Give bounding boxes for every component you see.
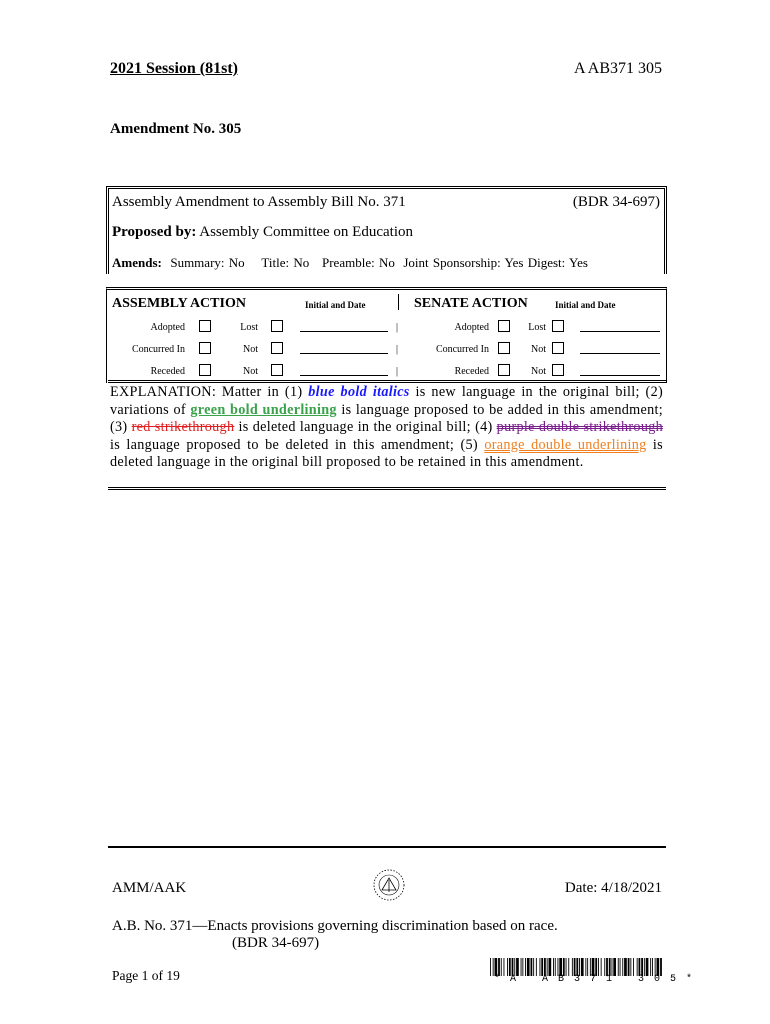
row-bar: |: [396, 344, 399, 355]
bill-digest: A.B. No. 371—Enacts provisions governing discrimination based on race.: [112, 918, 558, 934]
barcode-bar: [490, 958, 491, 976]
assembly-receded-label: Receded: [150, 366, 185, 377]
explanation-part: is language proposed to be added in this amendment; (3): [110, 401, 663, 435]
column-divider: [398, 294, 399, 310]
explanation-part: is deleted language in the original bill proposed to be retained in this amendment.: [110, 436, 663, 470]
digest-bdr: (BDR 34-697): [232, 935, 320, 951]
red-sample: red strikethrough: [131, 419, 235, 435]
senate-concurred-label: Concurred In: [435, 344, 489, 355]
explanation-bottom-rule: [108, 487, 666, 490]
row-bar: |: [396, 322, 399, 333]
senate-initial-line: [580, 353, 660, 354]
bill-identifier: A AB371 305: [573, 60, 662, 77]
drafter-initials: AMM/AAK: [112, 880, 187, 896]
senate-not-checkbox[interactable]: [552, 342, 564, 354]
proposed-by-value: Assembly Committee on Education: [199, 224, 413, 240]
explanation-part: is language proposed to be deleted in this amendment; (5): [110, 436, 485, 453]
senate-action-title: SENATE ACTION: [414, 296, 528, 311]
explanation-part: is deleted language in the original bill; (4): [234, 419, 497, 435]
green-sample: green bold underlining: [190, 401, 337, 418]
assembly-not-label: Not: [243, 366, 258, 377]
assembly-initial-line: [300, 375, 388, 376]
barcode-text: *A AB371 305*: [494, 974, 703, 985]
assembly-action-title: ASSEMBLY ACTION: [112, 296, 246, 311]
amends-label: Amends:: [112, 255, 162, 270]
senate-not-label: Not: [531, 366, 546, 377]
senate-not-label: Not: [531, 344, 546, 355]
amendment-title: Assembly Amendment to Assembly Bill No. 371: [112, 194, 406, 210]
assembly-initial-line: [300, 331, 388, 332]
amendment-number: Amendment No. 305: [110, 121, 242, 137]
senate-not-checkbox[interactable]: [552, 364, 564, 376]
assembly-lost-checkbox[interactable]: [271, 320, 283, 332]
assembly-concurred-label: Concurred In: [131, 344, 185, 355]
assembly-not-label: Not: [243, 344, 258, 355]
explanation-top-rule: [108, 380, 666, 383]
assembly-initial-line: [300, 353, 388, 354]
senate-initial-line: [580, 331, 660, 332]
proposed-by: [112, 224, 413, 241]
senate-lost-label: Lost: [528, 322, 546, 333]
senate-lost-checkbox[interactable]: [552, 320, 564, 332]
state-seal-icon: [372, 868, 406, 902]
orange-sample: orange double underlining: [484, 436, 647, 453]
assembly-adopted-label: Adopted: [150, 322, 185, 333]
assembly-initial-date-header: Initial and Date: [305, 300, 366, 310]
senate-initial-date-header: Initial and Date: [555, 300, 616, 310]
amends-line: [112, 255, 588, 271]
explanation-part: EXPLANATION: Matter in (1): [110, 384, 309, 400]
explanation-part: is new language in the original bill; (2) variations of: [110, 384, 664, 418]
senate-receded-label: Receded: [454, 366, 489, 377]
page-number: Page 1 of 19: [112, 968, 180, 983]
bdr-number: (BDR 34-697): [572, 194, 660, 210]
explanation-text: [110, 384, 663, 472]
amends-value: Summary: No Title: No Preamble: No Joint Sponsorship: Yes Digest: Yes: [170, 255, 588, 270]
blue-sample: blue bold italics: [308, 384, 410, 400]
senate-initial-line: [580, 375, 660, 376]
senate-adopted-label: Adopted: [454, 322, 489, 333]
session-title: 2021 Session (81st): [110, 60, 239, 77]
proposed-by-label: Proposed by:: [112, 224, 197, 240]
assembly-not-checkbox[interactable]: [271, 364, 283, 376]
footer-rule: [108, 846, 666, 848]
row-bar: |: [396, 366, 399, 377]
assembly-not-checkbox[interactable]: [271, 342, 283, 354]
assembly-lost-label: Lost: [240, 322, 258, 333]
amendment-date: Date: 4/18/2021: [564, 880, 662, 896]
purple-sample: purple double strikethrough: [496, 419, 663, 435]
